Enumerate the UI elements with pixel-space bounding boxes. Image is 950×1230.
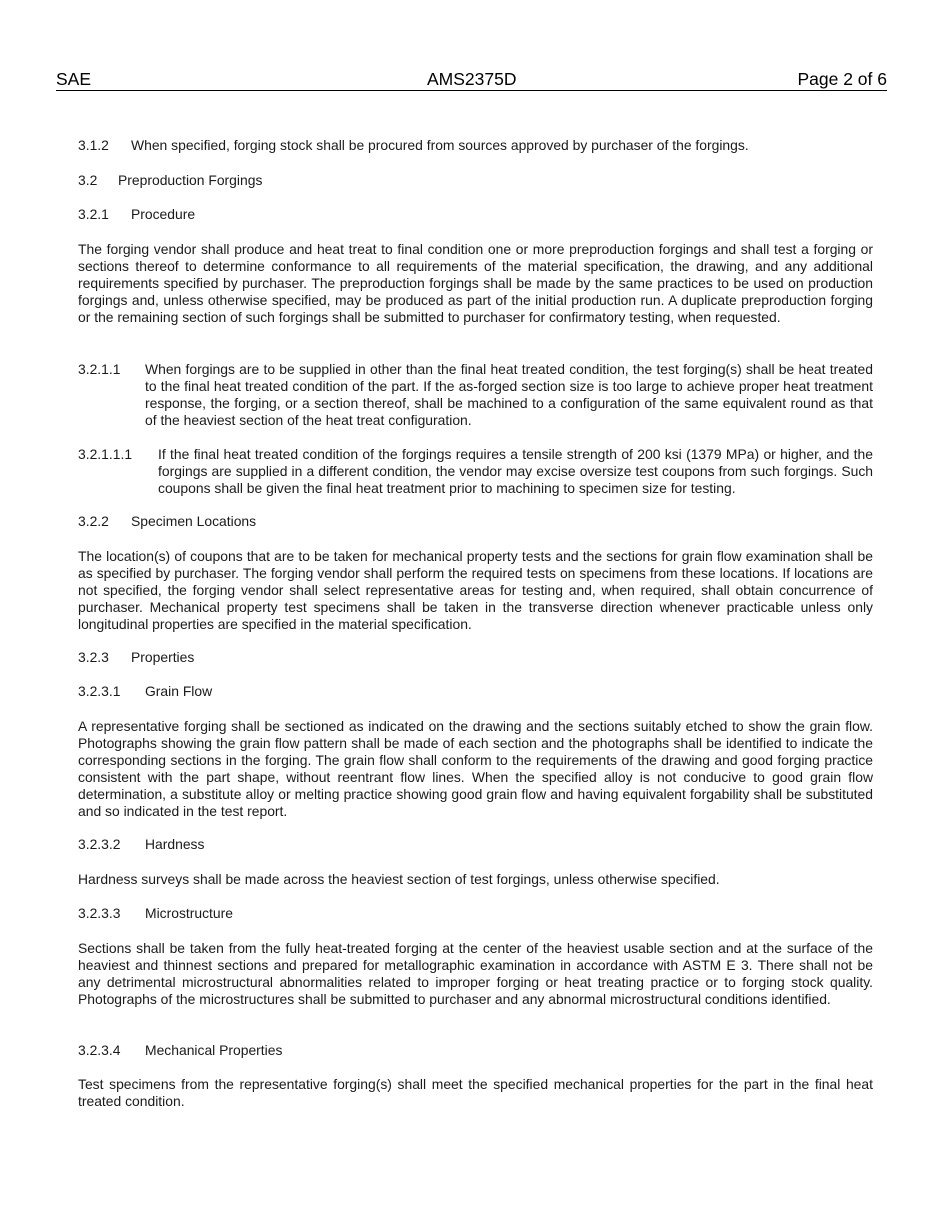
section-3-2-3-4-heading	[78, 1042, 873, 1059]
section-number: 3.2.1.1.1	[78, 446, 133, 462]
section-3-2-3-2-heading	[78, 836, 873, 853]
header-org: SAE	[56, 69, 92, 89]
section-title: Hardness	[145, 836, 205, 852]
section-title: Procedure	[131, 206, 196, 222]
section-text: When specified, forging stock shall be procured from sources approved by purchaser of the forgings.	[131, 137, 749, 153]
section-3-2-3-3-heading	[78, 905, 873, 922]
section-title: Microstructure	[145, 905, 233, 921]
section-title: Preproduction Forgings	[118, 172, 263, 188]
section-3-2-3-heading	[78, 649, 873, 666]
section-number: 3.1.2	[78, 137, 109, 153]
section-number: 3.2.3.2	[78, 836, 121, 852]
section-title: Specimen Locations	[131, 513, 257, 529]
section-3-2-3-1-body: A representative forging shall be sectioned as indicated on the drawing and the sections suitably etched to show the grain flow. Photographs showing the grain flow pattern shall be made of each section and the photographs shall be identified to indicate the corresponding sections in the forging. The grain flow shall conform to the requirements of the drawing and good forging practice consistent with the part shape, without reentrant flow lines. When the specified alloy is not conducive to good grain flow determination, a substitute alloy or melting practice showing good grain flow and having equivalent forgability shall be substituted and so indicated in the test report.	[78, 718, 873, 819]
section-3-2-1-1	[78, 361, 873, 429]
section-number: 3.2.3.1	[78, 683, 121, 699]
section-title: Mechanical Properties	[145, 1042, 283, 1058]
header-doc-number: AMS2375D	[427, 69, 517, 89]
section-3-1-2	[78, 137, 873, 154]
section-number: 3.2.1	[78, 206, 109, 222]
page-header	[56, 68, 887, 91]
section-3-2-1-heading	[78, 206, 873, 223]
section-3-2-3-2-body: Hardness surveys shall be made across the heaviest section of test forgings, unless otherwise specified.	[78, 871, 720, 887]
section-number: 3.2.3.3	[78, 905, 121, 921]
section-3-2-2-body: The location(s) of coupons that are to be taken for mechanical property tests and the sections for grain flow examination shall be as specified by purchaser. The forging vendor shall perform the required tests on specimens from these locations. If locations are not specified, the forging vendor shall select representative areas for testing and, when required, shall obtain concurrence of purchaser. Mechanical property test specimens shall be taken in the transverse direction whenever practicable unless only longitudinal properties are specified in the material specification.	[78, 548, 873, 632]
section-3-2-2-heading	[78, 513, 873, 530]
section-3-2-1-1-1	[78, 446, 873, 497]
header-page-number: Page 2 of 6	[797, 69, 887, 89]
section-3-2-3-1-heading	[78, 683, 873, 700]
section-3-2-1-body: The forging vendor shall produce and heat treat to final condition one or more preproduction forgings and shall test a forging or sections thereof to determine conformance to all requirements of the material specification, the drawing, and any additional requirements specified by purchaser. The preproduction forgings shall be made by the same practices to be used on production forgings and, unless otherwise specified, may be produced as part of the initial production run. A duplicate preproduction forging or the remaining section of such forgings shall be submitted to purchaser for confirmatory testing, when requested.	[78, 241, 873, 325]
section-title: Grain Flow	[145, 683, 213, 699]
section-3-2-3-4-body: Test specimens from the representative forging(s) shall meet the specified mechanical properties for the part in the final heat treated condition.	[78, 1076, 873, 1109]
section-number: 3.2	[78, 172, 98, 188]
section-3-2-3-3-body: Sections shall be taken from the fully heat-treated forging at the center of the heaviest usable section and at the surface of the heaviest and thinnest sections and prepared for metallographic examination in accordance with ASTM E 3. There shall not be any detrimental microstructural abnormalities related to improper forging or heat treating practice or to forging stock quality. Photographs of the microstructures shall be submitted to purchaser and any abnormal microstructural conditions identified.	[78, 940, 873, 1007]
section-3-2-heading	[78, 172, 873, 189]
section-title: Properties	[131, 649, 195, 665]
section-text: When forgings are to be supplied in other than the final heat treated condition, the test forging(s) shall be heat treated to the final heat treated condition of the part. If the as-forged section size is too large to achieve proper heat treatment response, the forging, or a section thereof, shall be machined to a configuration of the same equivalent round as that of the heaviest section of the heat treat configuration.	[145, 361, 873, 428]
section-number: 3.2.3.4	[78, 1042, 121, 1058]
section-number: 3.2.1.1	[78, 361, 121, 377]
section-number: 3.2.3	[78, 649, 109, 665]
section-text: If the final heat treated condition of the forgings requires a tensile strength of 200 ksi (1379 MPa) or higher, and the forgings are supplied in a different condition, the vendor may excise oversize test coupons from such forgings. Such coupons shall be given the final heat treatment prior to machining to specimen size for testing.	[158, 446, 873, 496]
section-number: 3.2.2	[78, 513, 109, 529]
